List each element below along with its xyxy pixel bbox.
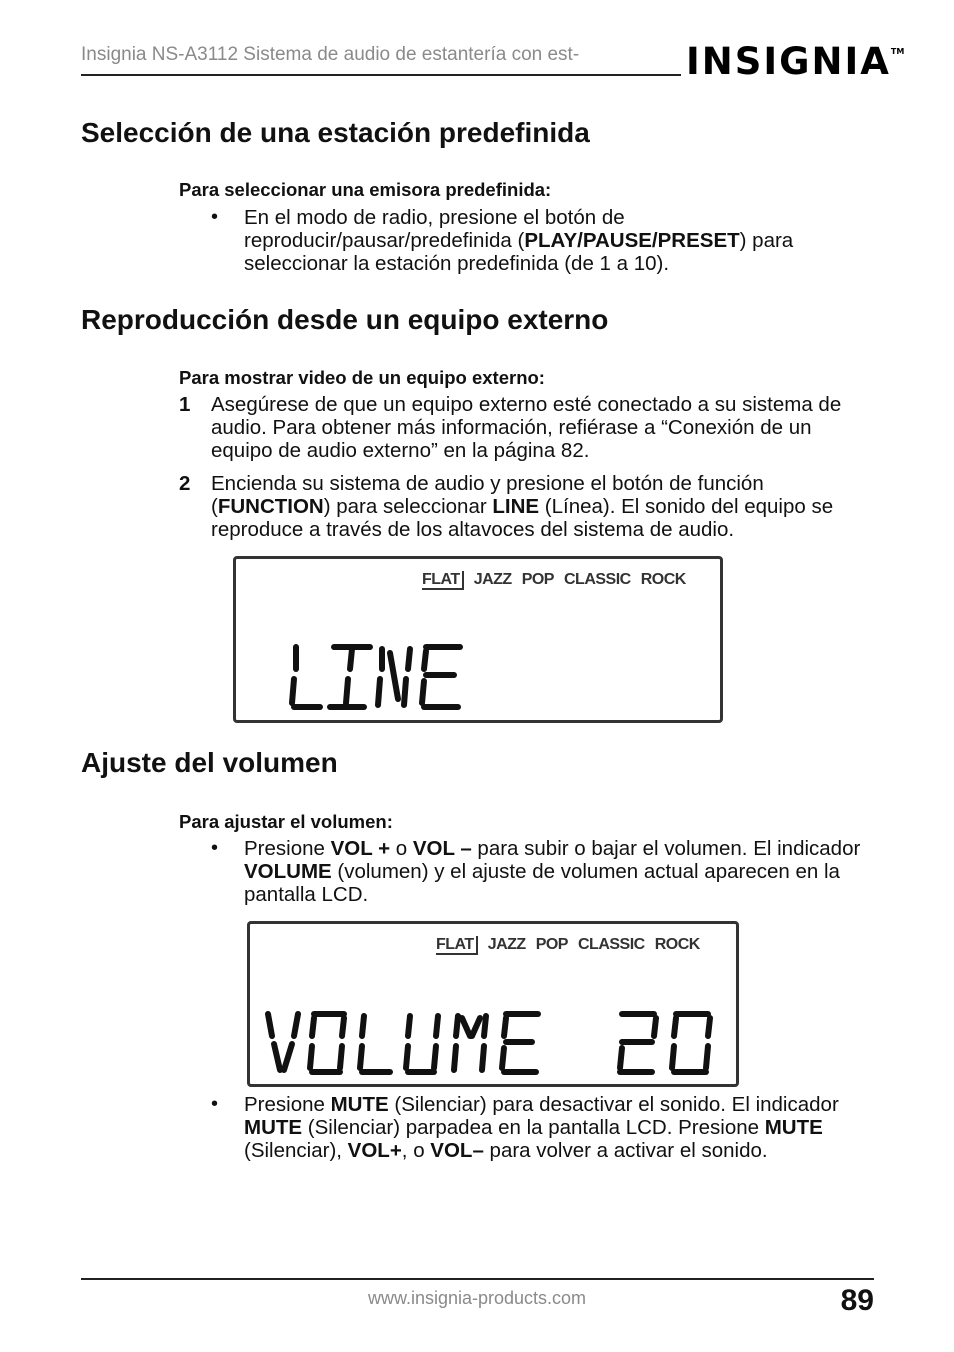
mute-instruction: Presione MUTE (Silenciar) para desactivar el sonido. El indicador MUTE (Silenciar) parpadea en la pantalla LCD. Presione MUTE (Silenciar), VOL+, o VOL– para volver a activar el sonido. — [244, 1093, 839, 1162]
step-number: 2 — [179, 472, 191, 495]
subtitle-volume: Para ajustar el volumen: — [179, 811, 393, 832]
section-title-external: Reproducción desde un equipo externo — [81, 304, 609, 335]
lcd-mode-rock: ROCK — [640, 571, 686, 588]
subtitle-preset: Para seleccionar una emisora predefinida: — [179, 179, 552, 200]
logo-text: INSIGNIA — [686, 40, 891, 83]
bullet-marker: • — [211, 837, 219, 859]
lcd-segment-text — [286, 639, 496, 714]
subtitle-external: Para mostrar video de un equipo externo: — [179, 367, 545, 388]
page-number: 89 — [840, 1284, 874, 1317]
step-2-text: Encienda su sistema de audio y presione el botón de función (FUNCTION) para seleccionar LINE (Línea). El sonido del equipo se reproduce a través de los altavoces del sistema de audio. — [211, 472, 834, 541]
bullet-marker: • — [211, 1093, 219, 1115]
volume-instruction: Presione VOL + o VOL – para subir o bajar el volumen. El indicador VOLUME (volumen) y el ajuste de volumen actual aparecen en la pantalla LCD. — [244, 837, 861, 906]
insignia-logo — [686, 40, 904, 84]
lcd-mode-jazz: JAZZ — [473, 571, 512, 588]
lcd-mode-jazz: JAZZ — [487, 936, 526, 953]
lcd-mode-pop: POP — [521, 571, 554, 588]
lcd-mode-flat: FLAT — [422, 571, 464, 590]
running-header: Insignia NS-A3112 Sistema de audio de estantería con est- — [81, 44, 580, 65]
footer-url: www.insignia-products.com — [367, 1288, 587, 1308]
lcd-display-line — [233, 556, 723, 723]
lcd-mode-pop: POP — [535, 936, 568, 953]
lcd-mode-classic: CLASSIC — [577, 936, 645, 953]
lcd-display-volume — [247, 921, 739, 1087]
lcd-mode-rock: ROCK — [654, 936, 700, 953]
lcd-eq-modes — [422, 571, 696, 589]
lcd-segment-text — [262, 1006, 724, 1078]
logo-trademark: TM — [890, 47, 905, 56]
section-title-volume: Ajuste del volumen — [81, 747, 338, 778]
header-rule — [81, 74, 681, 76]
lcd-eq-modes — [436, 936, 710, 954]
lcd-mode-classic: CLASSIC — [563, 571, 631, 588]
step-1-text: Asegúrese de que un equipo externo esté conectado a su sistema de audio. Para obtener más información, refiérase a “Conexión de un equipo de audio externo” en la página 82. — [211, 393, 842, 462]
section-title-preset: Selección de una estación predefinida — [81, 117, 590, 148]
bullet-marker: • — [211, 206, 219, 228]
step-number: 1 — [179, 393, 191, 416]
lcd-mode-flat: FLAT — [436, 936, 478, 955]
preset-instruction: En el modo de radio, presione el botón de reproducir/pausar/predefinida (PLAY/PAUSE/PRESET) para seleccionar la estación predefinida (de 1 a 10). — [244, 206, 794, 275]
footer-rule — [81, 1278, 874, 1280]
